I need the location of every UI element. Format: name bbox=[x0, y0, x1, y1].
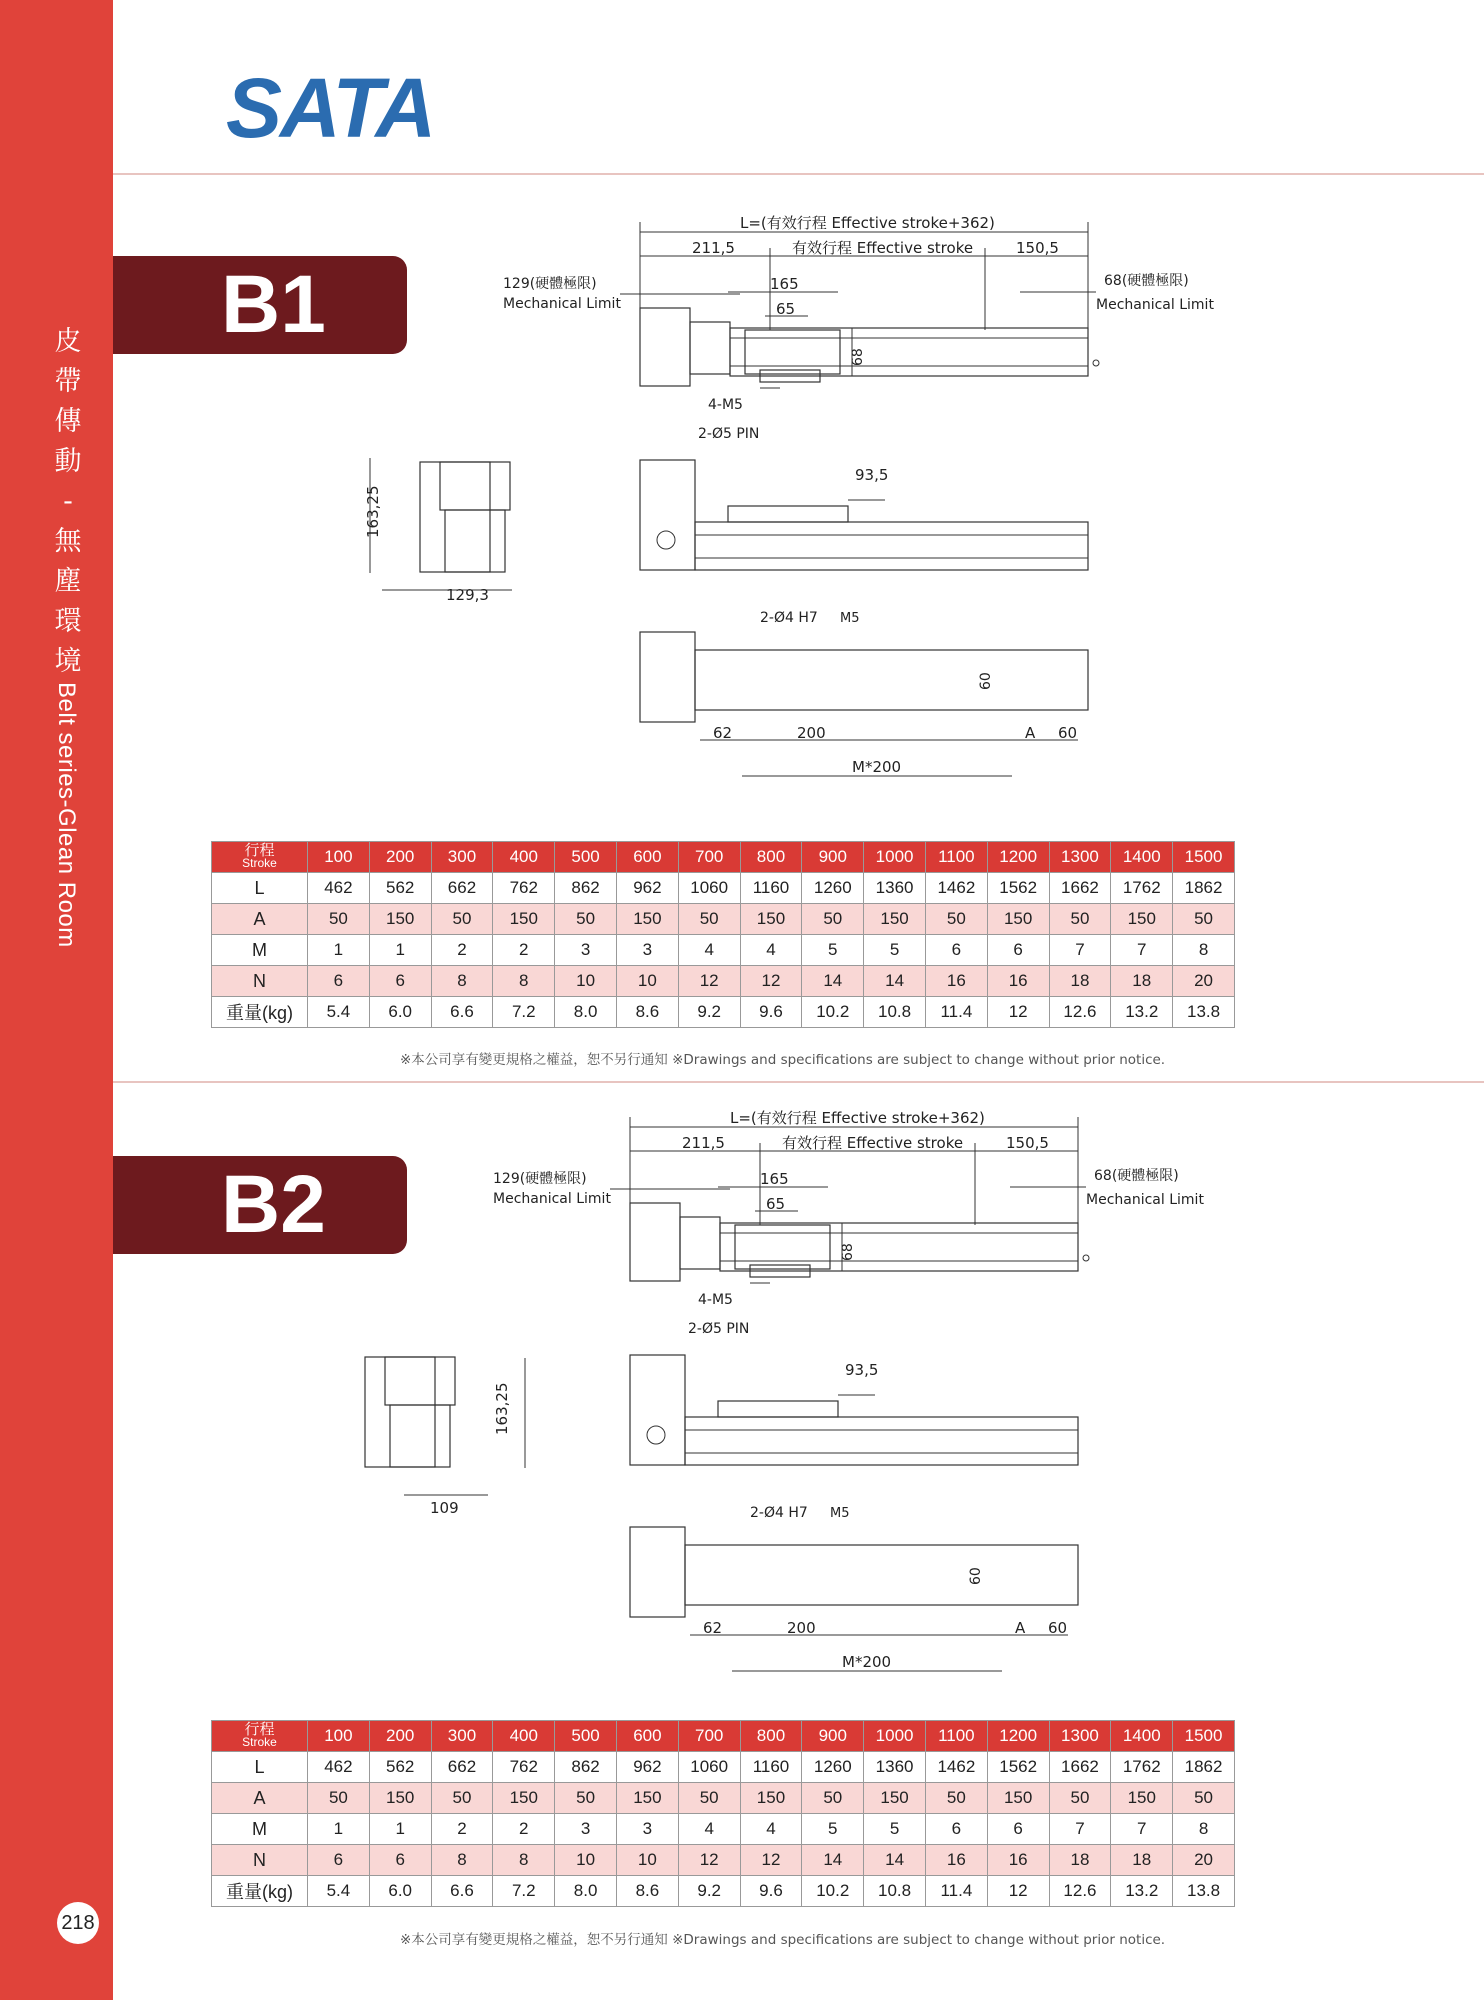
table-cell: 10 bbox=[616, 966, 678, 997]
stroke-value: 100 bbox=[308, 1721, 370, 1752]
dim-200: 200 bbox=[787, 1619, 816, 1637]
table-cell: 1 bbox=[369, 1814, 431, 1845]
sidebar-char: - bbox=[63, 486, 73, 517]
table-cell: 7.2 bbox=[493, 997, 555, 1028]
table-cell: 150 bbox=[493, 904, 555, 935]
row-label: M bbox=[212, 935, 308, 966]
stroke-value: 1300 bbox=[1049, 842, 1111, 873]
table-cell: 9.2 bbox=[678, 997, 740, 1028]
dim-150: 150,5 bbox=[1016, 239, 1059, 257]
table-cell: 50 bbox=[1049, 904, 1111, 935]
table-cell: 10 bbox=[555, 966, 617, 997]
table-cell: 14 bbox=[864, 966, 926, 997]
table-cell: 5 bbox=[802, 1814, 864, 1845]
row-label: 重量(kg) bbox=[212, 1876, 308, 1907]
table-row bbox=[212, 1752, 1235, 1783]
table-cell: 3 bbox=[555, 1814, 617, 1845]
dim-60: 60 bbox=[1048, 1619, 1068, 1637]
table-cell: 10.2 bbox=[802, 1876, 864, 1907]
row-label: N bbox=[212, 1845, 308, 1876]
dim-68: 68 bbox=[850, 348, 866, 366]
table-cell: 150 bbox=[864, 1783, 926, 1814]
table-cell: 150 bbox=[740, 904, 802, 935]
table-cell: 1662 bbox=[1049, 1752, 1111, 1783]
sidebar-char: 境 bbox=[54, 646, 82, 677]
table-cell: 50 bbox=[555, 1783, 617, 1814]
dim-65: 65 bbox=[776, 300, 796, 318]
table-cell: 562 bbox=[369, 1752, 431, 1783]
spec-table-b2 bbox=[211, 1720, 1235, 1907]
dim-65: 65 bbox=[766, 1195, 786, 1213]
mech-limit-right-cn: 68(硬體極限) bbox=[1094, 1168, 1179, 1184]
sidebar-char: 塵 bbox=[54, 566, 82, 597]
label-4-m5: 4-M5 bbox=[708, 397, 743, 413]
table-cell: 12 bbox=[678, 1845, 740, 1876]
table-cell: 50 bbox=[678, 1783, 740, 1814]
table-cell: 5 bbox=[864, 935, 926, 966]
dim-pitch: M*200 bbox=[852, 758, 902, 776]
spec-note-b2: ※本公司享有變更規格之權益，恕不另行通知 ※Drawings and specifications are subject to change without prior notice. bbox=[400, 1932, 1166, 1948]
label-4-m5: 4-M5 bbox=[698, 1292, 733, 1308]
table-cell: 50 bbox=[1173, 1783, 1235, 1814]
table-cell: 8.6 bbox=[616, 997, 678, 1028]
bottom-body bbox=[685, 1545, 1078, 1605]
table-cell: 20 bbox=[1173, 1845, 1235, 1876]
table-cell: 1260 bbox=[802, 1752, 864, 1783]
end-view-motor bbox=[385, 1357, 455, 1405]
table-cell: 962 bbox=[616, 1752, 678, 1783]
sidebar-char: 帶 bbox=[54, 366, 82, 397]
row-label: L bbox=[212, 873, 308, 904]
stroke-value: 400 bbox=[493, 842, 555, 873]
stroke-value: 100 bbox=[308, 842, 370, 873]
table-cell: 16 bbox=[925, 1845, 987, 1876]
mech-limit-left-en: Mechanical Limit bbox=[503, 296, 621, 312]
table-cell: 6 bbox=[925, 935, 987, 966]
table-cell: 5.4 bbox=[308, 1876, 370, 1907]
table-cell: 13.8 bbox=[1173, 997, 1235, 1028]
label-h7: 2-Ø4 H7 bbox=[760, 610, 818, 626]
table-cell: 3 bbox=[616, 935, 678, 966]
table-cell: 50 bbox=[308, 1783, 370, 1814]
table-cell: 50 bbox=[1049, 1783, 1111, 1814]
stroke-value: 900 bbox=[802, 842, 864, 873]
table-cell: 150 bbox=[864, 904, 926, 935]
stroke-value: 1100 bbox=[925, 842, 987, 873]
mech-limit-right-en: Mechanical Limit bbox=[1086, 1192, 1204, 1208]
table-cell: 150 bbox=[369, 1783, 431, 1814]
table-cell: 18 bbox=[1111, 966, 1173, 997]
table-row bbox=[212, 1845, 1235, 1876]
table-cell: 50 bbox=[1173, 904, 1235, 935]
stroke-value: 1400 bbox=[1111, 842, 1173, 873]
dim-total-length: L=(有效行程 Effective stroke+362) bbox=[730, 1109, 985, 1127]
label-pin: 2-Ø5 PIN bbox=[698, 426, 760, 442]
dim-effective-stroke: 有效行程 Effective stroke bbox=[792, 239, 974, 257]
dim-150: 150,5 bbox=[1006, 1134, 1049, 1152]
table-cell: 1060 bbox=[678, 873, 740, 904]
sidebar-char: 皮 bbox=[54, 326, 82, 357]
table-cell: 6.6 bbox=[431, 997, 493, 1028]
table-cell: 18 bbox=[1049, 966, 1111, 997]
stroke-value: 1400 bbox=[1111, 1721, 1173, 1752]
stroke-value: 1000 bbox=[864, 1721, 926, 1752]
table-cell: 7.2 bbox=[493, 1876, 555, 1907]
table-cell: 9.2 bbox=[678, 1876, 740, 1907]
table-cell: 962 bbox=[616, 873, 678, 904]
stroke-header bbox=[212, 1721, 308, 1752]
dim-165: 165 bbox=[760, 1170, 789, 1188]
stroke-header-en: Stroke bbox=[242, 1735, 277, 1749]
stroke-header-en: Stroke bbox=[242, 856, 277, 870]
connector-icon bbox=[1083, 1255, 1089, 1261]
motor-block bbox=[630, 1203, 680, 1281]
table-cell: 12 bbox=[740, 966, 802, 997]
table-cell: 150 bbox=[987, 904, 1049, 935]
table-cell: 4 bbox=[740, 1814, 802, 1845]
dim-93: 93,5 bbox=[855, 466, 889, 484]
mech-limit-right-cn: 68(硬體極限) bbox=[1104, 273, 1189, 289]
table-cell: 10.8 bbox=[864, 1876, 926, 1907]
table-cell: 762 bbox=[493, 873, 555, 904]
dim-93: 93,5 bbox=[845, 1361, 879, 1379]
dim-a: A bbox=[1025, 724, 1036, 742]
stroke-value: 300 bbox=[431, 842, 493, 873]
table-cell: 13.2 bbox=[1111, 1876, 1173, 1907]
dim-200: 200 bbox=[797, 724, 826, 742]
stroke-value: 900 bbox=[802, 1721, 864, 1752]
end-view-body bbox=[365, 1357, 435, 1467]
page-number: 218 bbox=[57, 1902, 99, 1944]
stroke-value: 800 bbox=[740, 842, 802, 873]
dim-side-width: 109 bbox=[430, 1499, 459, 1517]
stroke-value: 1000 bbox=[864, 842, 926, 873]
dim-62: 62 bbox=[713, 724, 733, 742]
table-cell: 50 bbox=[678, 904, 740, 935]
table-cell: 10 bbox=[555, 1845, 617, 1876]
dim-60: 60 bbox=[1058, 724, 1078, 742]
stroke-value: 600 bbox=[616, 842, 678, 873]
stroke-value: 500 bbox=[555, 842, 617, 873]
table-cell: 1060 bbox=[678, 1752, 740, 1783]
stroke-value: 1100 bbox=[925, 1721, 987, 1752]
table-cell: 1562 bbox=[987, 873, 1049, 904]
label-m5: M5 bbox=[830, 1506, 850, 1521]
table-cell: 150 bbox=[1111, 1783, 1173, 1814]
table-cell: 6.6 bbox=[431, 1876, 493, 1907]
table-cell: 6 bbox=[369, 1845, 431, 1876]
table-cell: 4 bbox=[678, 1814, 740, 1845]
mech-limit-left-cn: 129(硬體極限) bbox=[493, 1171, 587, 1187]
stroke-value: 700 bbox=[678, 1721, 740, 1752]
table-cell: 8 bbox=[431, 966, 493, 997]
stroke-value: 800 bbox=[740, 1721, 802, 1752]
label-pin: 2-Ø5 PIN bbox=[688, 1321, 750, 1337]
table-cell: 5 bbox=[864, 1814, 926, 1845]
table-cell: 50 bbox=[431, 904, 493, 935]
motor-flange bbox=[680, 1217, 720, 1269]
table-cell: 4 bbox=[740, 935, 802, 966]
table-cell: 10.2 bbox=[802, 997, 864, 1028]
stroke-value: 700 bbox=[678, 842, 740, 873]
table-cell: 662 bbox=[431, 873, 493, 904]
table-cell: 8.0 bbox=[555, 997, 617, 1028]
table-cell: 1862 bbox=[1173, 873, 1235, 904]
table-cell: 13.2 bbox=[1111, 997, 1173, 1028]
table-cell: 1662 bbox=[1049, 873, 1111, 904]
section-badge-b1: B1 bbox=[113, 256, 407, 354]
table-cell: 1762 bbox=[1111, 873, 1173, 904]
bottom-motor bbox=[630, 1527, 685, 1617]
dim-total-length: L=(有效行程 Effective stroke+362) bbox=[740, 214, 995, 232]
table-cell: 16 bbox=[987, 966, 1049, 997]
table-cell: 50 bbox=[925, 1783, 987, 1814]
mech-limit-right-en: Mechanical Limit bbox=[1096, 297, 1214, 313]
table-cell: 1160 bbox=[740, 1752, 802, 1783]
table-cell: 8 bbox=[431, 1845, 493, 1876]
table-cell: 11.4 bbox=[925, 997, 987, 1028]
front-carriage bbox=[718, 1401, 838, 1417]
sidebar-char: 傳 bbox=[54, 406, 82, 437]
stroke-value: 600 bbox=[616, 1721, 678, 1752]
table-cell: 150 bbox=[493, 1783, 555, 1814]
dim-211: 211,5 bbox=[692, 239, 735, 257]
table-cell: 1360 bbox=[864, 1752, 926, 1783]
table-cell: 150 bbox=[369, 904, 431, 935]
table-cell: 50 bbox=[925, 904, 987, 935]
table-cell: 150 bbox=[740, 1783, 802, 1814]
dim-pitch: M*200 bbox=[842, 1653, 892, 1671]
table-cell: 6 bbox=[369, 966, 431, 997]
label-m5: M5 bbox=[840, 611, 860, 626]
table-cell: 2 bbox=[493, 935, 555, 966]
table-cell: 50 bbox=[802, 904, 864, 935]
table-cell: 1 bbox=[308, 1814, 370, 1845]
spec-note-b1: ※本公司享有變更規格之權益，恕不另行通知 ※Drawings and specifications are subject to change without prior notice. bbox=[400, 1052, 1166, 1068]
table-cell: 3 bbox=[555, 935, 617, 966]
carriage bbox=[735, 1225, 830, 1269]
table-cell: 6 bbox=[308, 1845, 370, 1876]
table-cell: 662 bbox=[431, 1752, 493, 1783]
stroke-value: 500 bbox=[555, 1721, 617, 1752]
stroke-header-cn: 行程 bbox=[244, 842, 275, 859]
sidebar-char: 動 bbox=[54, 446, 82, 477]
dim-211: 211,5 bbox=[682, 1134, 725, 1152]
table-cell: 1260 bbox=[802, 873, 864, 904]
table-cell: 8 bbox=[493, 966, 555, 997]
row-label: M bbox=[212, 1814, 308, 1845]
stroke-header-cn: 行程 bbox=[244, 1721, 275, 1738]
table-cell: 50 bbox=[308, 904, 370, 935]
table-cell: 150 bbox=[616, 904, 678, 935]
table-cell: 1462 bbox=[925, 873, 987, 904]
table-cell: 8 bbox=[1173, 1814, 1235, 1845]
table-cell: 8 bbox=[1173, 935, 1235, 966]
table-cell: 9.6 bbox=[740, 997, 802, 1028]
table-cell: 9.6 bbox=[740, 1876, 802, 1907]
front-motor bbox=[630, 1355, 685, 1465]
table-row bbox=[212, 1783, 1235, 1814]
table-cell: 50 bbox=[802, 1783, 864, 1814]
sidebar-char: 無 bbox=[54, 526, 82, 557]
table-row bbox=[212, 1814, 1235, 1845]
table-cell: 16 bbox=[987, 1845, 1049, 1876]
table-header-row bbox=[212, 1721, 1235, 1752]
table-cell: 1 bbox=[308, 935, 370, 966]
table-cell: 1562 bbox=[987, 1752, 1049, 1783]
table-cell: 16 bbox=[925, 966, 987, 997]
table-cell: 462 bbox=[308, 1752, 370, 1783]
table-cell: 150 bbox=[1111, 904, 1173, 935]
section-badge-b2: B2 bbox=[113, 1156, 407, 1254]
stroke-value: 200 bbox=[369, 1721, 431, 1752]
table-cell: 50 bbox=[431, 1783, 493, 1814]
dim-side-width: 129,3 bbox=[446, 586, 489, 604]
table-cell: 2 bbox=[431, 935, 493, 966]
table-cell: 6 bbox=[987, 1814, 1049, 1845]
dim-60-vertical: 60 bbox=[968, 1567, 984, 1585]
table-cell: 11.4 bbox=[925, 1876, 987, 1907]
table-cell: 1862 bbox=[1173, 1752, 1235, 1783]
table-cell: 6.0 bbox=[369, 997, 431, 1028]
table-cell: 12.6 bbox=[1049, 1876, 1111, 1907]
stroke-value: 1300 bbox=[1049, 1721, 1111, 1752]
table-cell: 12.6 bbox=[1049, 997, 1111, 1028]
mech-limit-left-cn: 129(硬體極限) bbox=[503, 276, 597, 292]
dim-effective-stroke: 有效行程 Effective stroke bbox=[782, 1134, 964, 1152]
table-cell: 12 bbox=[987, 997, 1049, 1028]
table-cell: 12 bbox=[678, 966, 740, 997]
table-cell: 2 bbox=[493, 1814, 555, 1845]
dim-height: 163,25 bbox=[493, 1382, 511, 1435]
row-label: A bbox=[212, 904, 308, 935]
table-cell: 10.8 bbox=[864, 997, 926, 1028]
stroke-value: 200 bbox=[369, 842, 431, 873]
stroke-value: 300 bbox=[431, 1721, 493, 1752]
table-cell: 1762 bbox=[1111, 1752, 1173, 1783]
table-cell: 2 bbox=[431, 1814, 493, 1845]
table-cell: 7 bbox=[1049, 935, 1111, 966]
table-cell: 5.4 bbox=[308, 997, 370, 1028]
label-h7: 2-Ø4 H7 bbox=[750, 1505, 808, 1521]
table-cell: 862 bbox=[555, 1752, 617, 1783]
mech-limit-left-en: Mechanical Limit bbox=[493, 1191, 611, 1207]
table-cell: 762 bbox=[493, 1752, 555, 1783]
table-cell: 462 bbox=[308, 873, 370, 904]
table-cell: 3 bbox=[616, 1814, 678, 1845]
table-cell: 12 bbox=[987, 1876, 1049, 1907]
table-cell: 6 bbox=[925, 1814, 987, 1845]
table-cell: 10 bbox=[616, 1845, 678, 1876]
table-cell: 4 bbox=[678, 935, 740, 966]
stroke-value: 1200 bbox=[987, 842, 1049, 873]
dim-62: 62 bbox=[703, 1619, 723, 1637]
row-label: L bbox=[212, 1752, 308, 1783]
dim-height: 163,25 bbox=[364, 485, 382, 538]
table-cell: 18 bbox=[1049, 1845, 1111, 1876]
table-cell: 150 bbox=[987, 1783, 1049, 1814]
stroke-value: 1200 bbox=[987, 1721, 1049, 1752]
table-cell: 150 bbox=[616, 1783, 678, 1814]
table-cell: 1360 bbox=[864, 873, 926, 904]
end-view-base bbox=[390, 1405, 450, 1467]
table-cell: 13.8 bbox=[1173, 1876, 1235, 1907]
row-label: A bbox=[212, 1783, 308, 1814]
table-cell: 1 bbox=[369, 935, 431, 966]
table-cell: 5 bbox=[802, 935, 864, 966]
table-cell: 20 bbox=[1173, 966, 1235, 997]
dim-68: 68 bbox=[840, 1243, 856, 1261]
sidebar-title-en: Belt series-Glean Room bbox=[53, 682, 80, 948]
dim-a: A bbox=[1015, 1619, 1026, 1637]
sidebar-char: 環 bbox=[54, 606, 82, 637]
stroke-value: 1500 bbox=[1173, 1721, 1235, 1752]
table-cell: 50 bbox=[555, 904, 617, 935]
table-cell: 8.0 bbox=[555, 1876, 617, 1907]
table-cell: 862 bbox=[555, 873, 617, 904]
table-cell: 14 bbox=[802, 966, 864, 997]
table-cell: 14 bbox=[802, 1845, 864, 1876]
dim-165: 165 bbox=[770, 275, 799, 293]
table-cell: 14 bbox=[864, 1845, 926, 1876]
dim-60-vertical: 60 bbox=[978, 672, 994, 690]
table-cell: 8 bbox=[493, 1845, 555, 1876]
row-label: N bbox=[212, 966, 308, 997]
table-cell: 6 bbox=[308, 966, 370, 997]
table-cell: 1462 bbox=[925, 1752, 987, 1783]
table-row bbox=[212, 1876, 1235, 1907]
row-label: 重量(kg) bbox=[212, 997, 308, 1028]
table-cell: 7 bbox=[1111, 1814, 1173, 1845]
table-cell: 7 bbox=[1111, 935, 1173, 966]
front-body bbox=[685, 1417, 1078, 1465]
table-cell: 8.6 bbox=[616, 1876, 678, 1907]
table-cell: 18 bbox=[1111, 1845, 1173, 1876]
table-cell: 562 bbox=[369, 873, 431, 904]
actuator-body bbox=[720, 1223, 1078, 1271]
table-cell: 7 bbox=[1049, 1814, 1111, 1845]
table-cell: 6.0 bbox=[369, 1876, 431, 1907]
table-cell: 1160 bbox=[740, 873, 802, 904]
stroke-value: 400 bbox=[493, 1721, 555, 1752]
table-cell: 12 bbox=[740, 1845, 802, 1876]
stroke-value: 1500 bbox=[1173, 842, 1235, 873]
motor-shaft-icon bbox=[647, 1426, 665, 1444]
table-cell: 6 bbox=[987, 935, 1049, 966]
brand-logo: SATA bbox=[226, 61, 435, 155]
